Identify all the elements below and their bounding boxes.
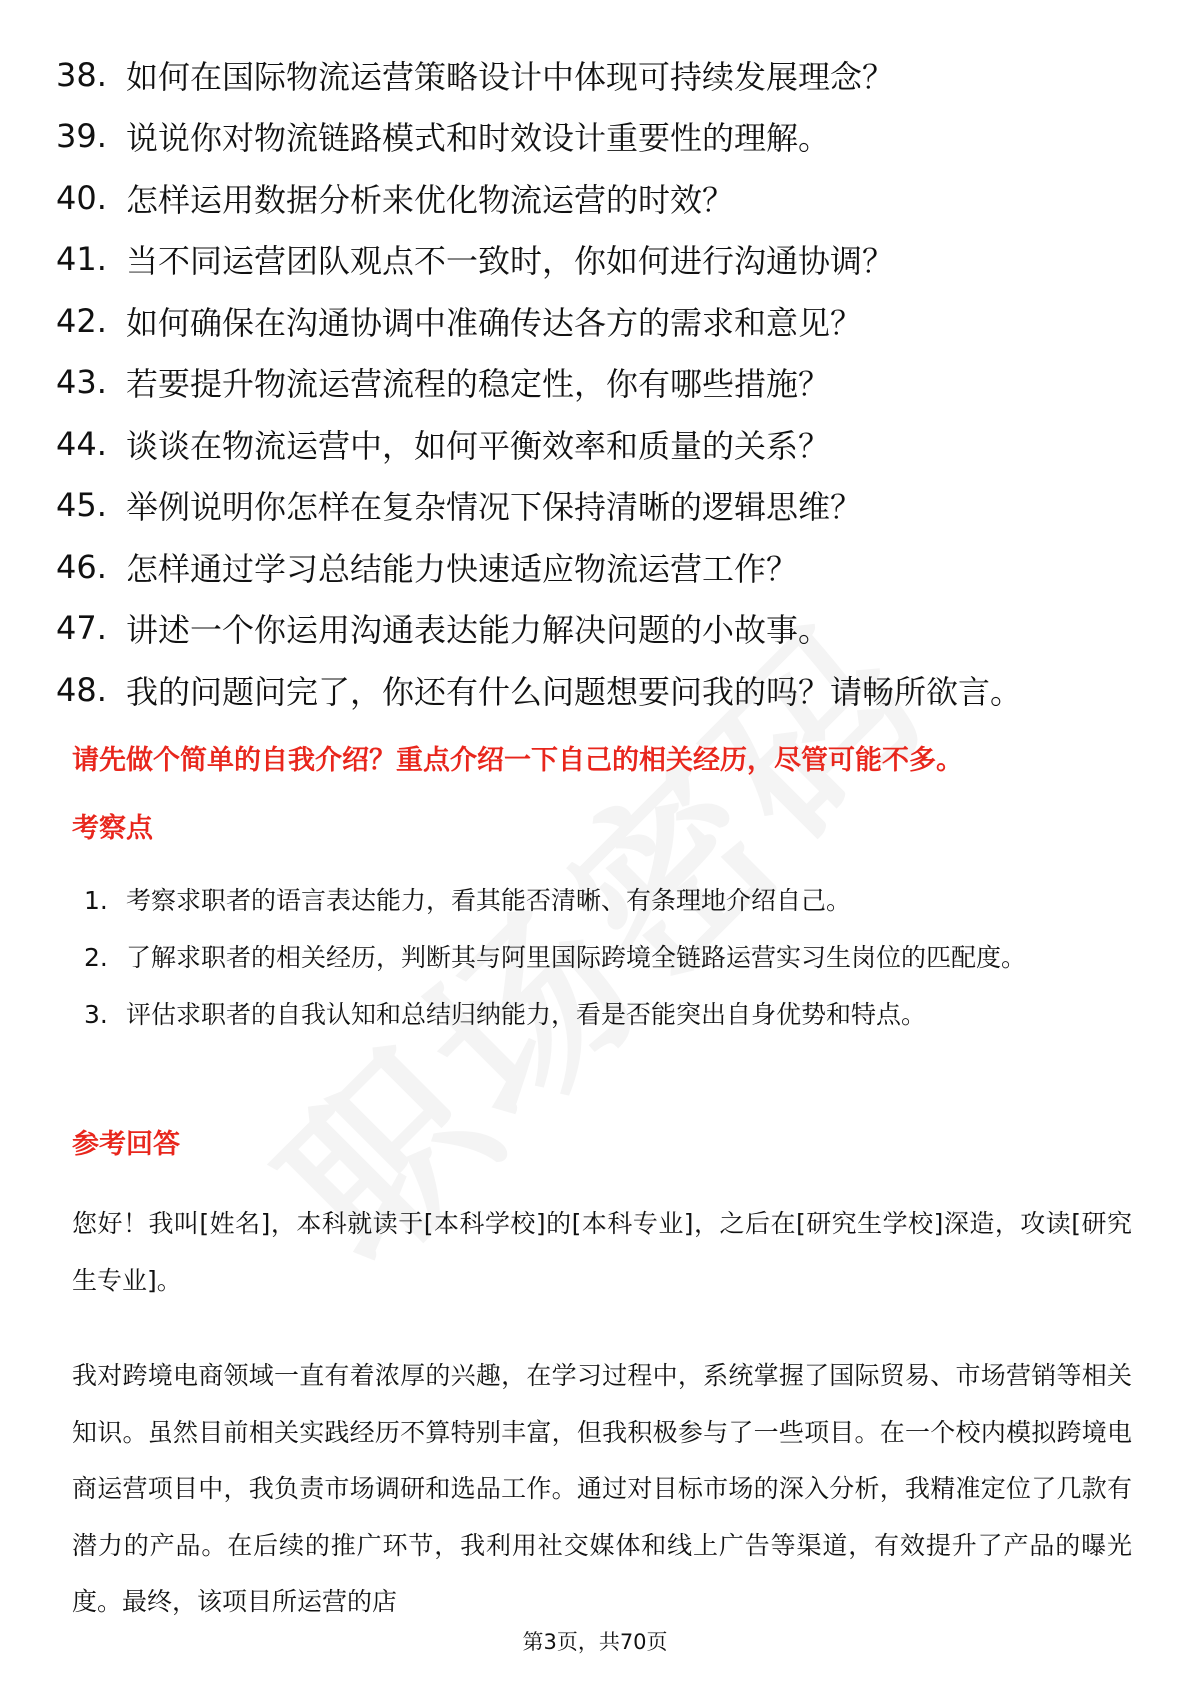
question-item — [56, 167, 1146, 229]
list-item-text: 考察求职者的语言表达能力，看其能否清晰、有条理地介绍自己。 — [126, 886, 852, 915]
answer-paragraph: 您好！我叫[姓名]，本科就读于[本科学校]的[本科专业]，之后在[研究生学校]深造，攻读[研究生专业]。 — [72, 1209, 1132, 1295]
question-number: 45. — [56, 486, 107, 525]
question-number: 42. — [56, 301, 107, 340]
section-heading-reference-answer: 参考回答 — [72, 1129, 180, 1160]
question-text: 怎样运用数据分析来优化物流运营的时效？ — [126, 180, 735, 219]
question-number: 38. — [56, 55, 107, 94]
answer-paragraph: 我对跨境电商领域一直有着浓厚的兴趣，在学习过程中，系统掌握了国际贸易、市场营销等相关知识。虽然目前相关实践经历不算特别丰富，但我积极参与了一些项目。在一个校内模拟跨境电商运营项目中，我负责市场调研和选品工作。通过对目标市场的深入分析，我精准定位了几款有潜力的产品。在后续的推广环节，我利用社交媒体和线上广告等渠道，有效提升了产品的曝光度。最终，该项目所运营的店 — [72, 1361, 1132, 1616]
question-item — [56, 229, 1146, 291]
section-heading-assessment-points: 考察点 — [72, 813, 153, 844]
question-list — [56, 44, 1146, 721]
question-number: 41. — [56, 240, 107, 279]
question-number: 46. — [56, 547, 107, 586]
list-item-number: 2. — [84, 943, 108, 972]
question-number: 40. — [56, 178, 107, 217]
list-item-number: 1. — [84, 886, 108, 915]
list-item — [84, 872, 1124, 929]
list-item-number: 3. — [84, 1000, 108, 1029]
question-number: 48. — [56, 670, 107, 709]
question-item — [56, 44, 1146, 106]
question-text: 当不同运营团队观点不一致时，你如何进行沟通协调？ — [126, 242, 895, 281]
question-heading: 请先做个简单的自我介绍？重点介绍一下自己的相关经历，尽管可能不多。 — [72, 745, 963, 776]
page-footer: 第3页，共70页 — [522, 1630, 668, 1654]
question-item — [56, 290, 1146, 352]
list-item-text: 评估求职者的自我认知和总结归纳能力，看是否能突出自身优势和特点。 — [126, 1000, 927, 1029]
question-text: 如何在国际物流运营策略设计中体现可持续发展理念？ — [126, 57, 895, 96]
question-item — [56, 475, 1146, 537]
list-item — [84, 929, 1124, 986]
question-text: 举例说明你怎样在复杂情况下保持清晰的逻辑思维？ — [126, 488, 863, 527]
question-item — [56, 352, 1146, 414]
question-number: 43. — [56, 363, 107, 402]
question-number: 47. — [56, 609, 107, 648]
question-text: 我的问题问完了，你还有什么问题想要问我的吗？请畅所欲言。 — [126, 672, 1023, 711]
question-text: 怎样通过学习总结能力快速适应物流运营工作？ — [126, 549, 799, 588]
question-number: 44. — [56, 424, 107, 463]
question-number: 39. — [56, 117, 107, 156]
question-text: 讲述一个你运用沟通表达能力解决问题的小故事。 — [126, 611, 831, 650]
question-item — [56, 413, 1146, 475]
question-text: 说说你对物流链路模式和时效设计重要性的理解。 — [126, 119, 831, 158]
question-text: 如何确保在沟通协调中准确传达各方的需求和意见？ — [126, 303, 863, 342]
question-item — [56, 536, 1146, 598]
question-item — [56, 598, 1146, 660]
list-item — [84, 986, 1124, 1043]
question-text: 谈谈在物流运营中，如何平衡效率和质量的关系？ — [126, 426, 831, 465]
question-item — [56, 106, 1146, 168]
question-item — [56, 659, 1146, 721]
assessment-points-list — [84, 872, 1124, 1043]
list-item-text: 了解求职者的相关经历，判断其与阿里国际跨境全链路运营实习生岗位的匹配度。 — [126, 943, 1027, 972]
question-text: 若要提升物流运营流程的稳定性，你有哪些措施？ — [126, 365, 831, 404]
